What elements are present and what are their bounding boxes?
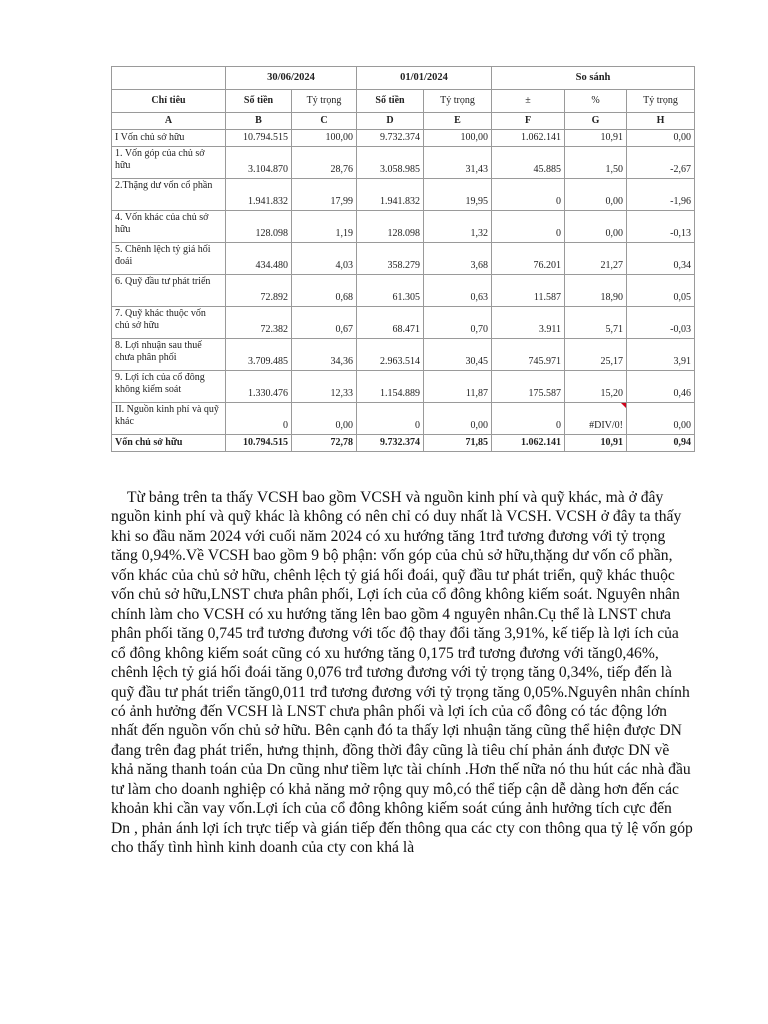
header-compare: So sánh xyxy=(492,67,695,90)
cell-g: 5,71 xyxy=(565,307,627,339)
row-label: 9. Lợi ích của cổ đông không kiểm soát xyxy=(112,371,226,403)
cell-b: 0 xyxy=(226,403,292,435)
cell-f: 175.587 xyxy=(492,371,565,403)
cell-d: 0 xyxy=(357,403,424,435)
table-body xyxy=(112,130,695,435)
cell-b: 72.382 xyxy=(226,307,292,339)
row-label: 1. Vốn góp của chủ sở hữu xyxy=(112,147,226,179)
cell-b: 3.709.485 xyxy=(226,339,292,371)
cell-h: 0,34 xyxy=(627,243,695,275)
cell-b: 128.098 xyxy=(226,211,292,243)
row-label: 5. Chênh lệch tỷ giá hối đoái xyxy=(112,243,226,275)
total-d: 9.732.374 xyxy=(357,435,424,452)
header-pct: % xyxy=(565,90,627,113)
header-period-1: 30/06/2024 xyxy=(226,67,357,90)
header-row-letters xyxy=(112,113,695,130)
header-blank xyxy=(112,67,226,90)
cell-e: 19,95 xyxy=(424,179,492,211)
cell-h: -1,96 xyxy=(627,179,695,211)
row-label: II. Nguồn kinh phí và quỹ khác xyxy=(112,403,226,435)
cell-c: 100,00 xyxy=(292,130,357,147)
table-row xyxy=(112,243,695,275)
cell-g: 1,50 xyxy=(565,147,627,179)
cell-h: -0,03 xyxy=(627,307,695,339)
table-row xyxy=(112,179,695,211)
error-value: #DIV/0! xyxy=(589,420,623,431)
header-period-2: 01/01/2024 xyxy=(357,67,492,90)
table-row xyxy=(112,403,695,435)
cell-h: 0,46 xyxy=(627,371,695,403)
cell-g: 21,27 xyxy=(565,243,627,275)
cell-d: 61.305 xyxy=(357,275,424,307)
cell-h: -2,67 xyxy=(627,147,695,179)
cell-g xyxy=(565,403,627,435)
cell-e: 0,00 xyxy=(424,403,492,435)
cell-h: 0,00 xyxy=(627,130,695,147)
cell-f: 45.885 xyxy=(492,147,565,179)
header-letter-h: H xyxy=(627,113,695,130)
total-g: 10,91 xyxy=(565,435,627,452)
header-amount-2: Số tiền xyxy=(357,90,424,113)
cell-d: 358.279 xyxy=(357,243,424,275)
cell-g: 10,91 xyxy=(565,130,627,147)
row-label: 4. Vốn khác của chủ sở hữu xyxy=(112,211,226,243)
header-col-name: Chỉ tiêu xyxy=(112,90,226,113)
cell-d: 9.732.374 xyxy=(357,130,424,147)
cell-d: 1.941.832 xyxy=(357,179,424,211)
cell-e: 1,32 xyxy=(424,211,492,243)
header-letter-c: C xyxy=(292,113,357,130)
cell-e: 30,45 xyxy=(424,339,492,371)
cell-e: 0,63 xyxy=(424,275,492,307)
header-weight-2: Tỷ trọng xyxy=(424,90,492,113)
row-label: 8. Lợi nhuận sau thuế chưa phân phối xyxy=(112,339,226,371)
cell-f: 0 xyxy=(492,403,565,435)
header-letter-e: E xyxy=(424,113,492,130)
cell-b: 1.330.476 xyxy=(226,371,292,403)
cell-b: 10.794.515 xyxy=(226,130,292,147)
table-row xyxy=(112,211,695,243)
cell-d: 2.963.514 xyxy=(357,339,424,371)
cell-f: 3.911 xyxy=(492,307,565,339)
table-row xyxy=(112,275,695,307)
cell-d: 68.471 xyxy=(357,307,424,339)
cell-h: 3,91 xyxy=(627,339,695,371)
header-letter-g: G xyxy=(565,113,627,130)
cell-f: 11.587 xyxy=(492,275,565,307)
cell-f: 76.201 xyxy=(492,243,565,275)
cell-c: 0,00 xyxy=(292,403,357,435)
total-f: 1.062.141 xyxy=(492,435,565,452)
total-row xyxy=(112,435,695,452)
total-h: 0,94 xyxy=(627,435,695,452)
cell-c: 4,03 xyxy=(292,243,357,275)
cell-c: 12,33 xyxy=(292,371,357,403)
cell-g: 18,90 xyxy=(565,275,627,307)
cell-c: 1,19 xyxy=(292,211,357,243)
row-label: 2.Thặng dư vốn cổ phần xyxy=(112,179,226,211)
header-weight-3: Tỷ trọng xyxy=(627,90,695,113)
cell-b: 434.480 xyxy=(226,243,292,275)
total-e: 71,85 xyxy=(424,435,492,452)
total-b: 10.794.515 xyxy=(226,435,292,452)
header-row-periods xyxy=(112,67,695,90)
cell-c: 34,36 xyxy=(292,339,357,371)
row-label: 6. Quỹ đầu tư phát triển xyxy=(112,275,226,307)
total-c: 72,78 xyxy=(292,435,357,452)
table-row xyxy=(112,307,695,339)
header-amount-1: Số tiền xyxy=(226,90,292,113)
header-weight-1: Tỷ trọng xyxy=(292,90,357,113)
cell-c: 17,99 xyxy=(292,179,357,211)
cell-g: 0,00 xyxy=(565,179,627,211)
cell-f: 0 xyxy=(492,211,565,243)
header-letter-b: B xyxy=(226,113,292,130)
header-diff: ± xyxy=(492,90,565,113)
header-row-columns xyxy=(112,90,695,113)
row-label: I Vốn chủ sở hữu xyxy=(112,130,226,147)
cell-e: 3,68 xyxy=(424,243,492,275)
cell-f: 0 xyxy=(492,179,565,211)
row-label: 7. Quỹ khác thuộc vốn chủ sở hữu xyxy=(112,307,226,339)
cell-g: 25,17 xyxy=(565,339,627,371)
comment-marker-icon xyxy=(621,403,626,408)
cell-h: -0,13 xyxy=(627,211,695,243)
cell-b: 72.892 xyxy=(226,275,292,307)
cell-d: 128.098 xyxy=(357,211,424,243)
cell-e: 0,70 xyxy=(424,307,492,339)
cell-g: 15,20 xyxy=(565,371,627,403)
cell-d: 1.154.889 xyxy=(357,371,424,403)
cell-b: 1.941.832 xyxy=(226,179,292,211)
header-letter-a: A xyxy=(112,113,226,130)
total-label: Vốn chủ sở hữu xyxy=(112,435,226,452)
cell-h: 0,00 xyxy=(627,403,695,435)
table-row xyxy=(112,147,695,179)
header-letter-d: D xyxy=(357,113,424,130)
cell-b: 3.104.870 xyxy=(226,147,292,179)
cell-d: 3.058.985 xyxy=(357,147,424,179)
table-row xyxy=(112,130,695,147)
cell-e: 31,43 xyxy=(424,147,492,179)
equity-comparison-table xyxy=(111,66,695,452)
cell-e: 11,87 xyxy=(424,371,492,403)
table-row xyxy=(112,339,695,371)
analysis-paragraph: Từ bảng trên ta thấy VCSH bao gồm VCSH và nguồn kinh phí và quỹ khác, mà ở đây nguồn kinh phí và quỹ khác là không có nên chỉ có duy nhất là VCSH. VCSH ở đây ta thấy khi so đầu năm 2024 với cuối năm 2024 có xu hướng tăng 1trđ tương đương với tỷ trọng tăng 0,94%.Về VCSH bao gồm 9 bộ phận: vốn góp của chủ sở hữu,thặng dư vốn cổ phần, vốn khác của chủ sở hữu, chênh lệch tỷ giá hối đoái, quỹ đầu tư phát triển, quỹ khác thuộc vốn chủ sở hữu,LNST chưa phân phối, Lợi ích của cổ đông không kiếm soát. Nguyên nhân chính làm cho VCSH có xu hướng tăng lên bao gồm 4 nguyên nhân.Cụ thể là LNST chưa phân phối tăng 0,745 trđ tương đương với tốc độ thay đổi tăng 3,91%, kế tiếp là lợi ích của cổ đông không kiếm soát cũng có xu hướng tăng 0,175 trđ tương đương với tăng0,46%, chênh lệch tỷ giá hối đoái tăng 0,076 trđ tương đương với tỷ trọng tăng 0,34%, tiếp đến là quỹ đầu tư phát triển tăng0,011 trđ tương đương với tỷ trọng tăng 0,05%.Nguyên nhân chính có ảnh hưởng đến VCSH là LNST chưa phân phối và lợi ích của cổ đông có tác động lớn nhất đến nguồn vốn chủ sở hữu. Bên cạnh đó ta thấy lợi nhuận tăng cũng thể hiện được DN đang trên đag phát triển, hưng thịnh, đồng thời đây cũng là tiêu chí phản ánh được DN về khả năng thanh toán của Dn cũng như tiềm lực tài chính .Hơn thế nữa nó thu hút các nhà đầu tư làm cho doanh nghiệp có khả năng mở rộng quy mô,có thể tiếp cận dễ dàng hơn đến các khoản khi cần vay vốn.Lợi ích của cổ đông không kiếm soát cúng ảnh hưởng tích cực đến Dn , phản ánh lợi ích trực tiếp và gián tiếp đến thông qua các cty con thông qua tỷ lệ vốn góp cho thấy tình hình kinh doanh của cty con khá là xyxy=(111,489,693,857)
cell-f: 745.971 xyxy=(492,339,565,371)
table-row xyxy=(112,371,695,403)
cell-h: 0,05 xyxy=(627,275,695,307)
cell-f: 1.062.141 xyxy=(492,130,565,147)
cell-e: 100,00 xyxy=(424,130,492,147)
header-letter-f: F xyxy=(492,113,565,130)
cell-c: 28,76 xyxy=(292,147,357,179)
cell-c: 0,67 xyxy=(292,307,357,339)
cell-c: 0,68 xyxy=(292,275,357,307)
cell-g: 0,00 xyxy=(565,211,627,243)
